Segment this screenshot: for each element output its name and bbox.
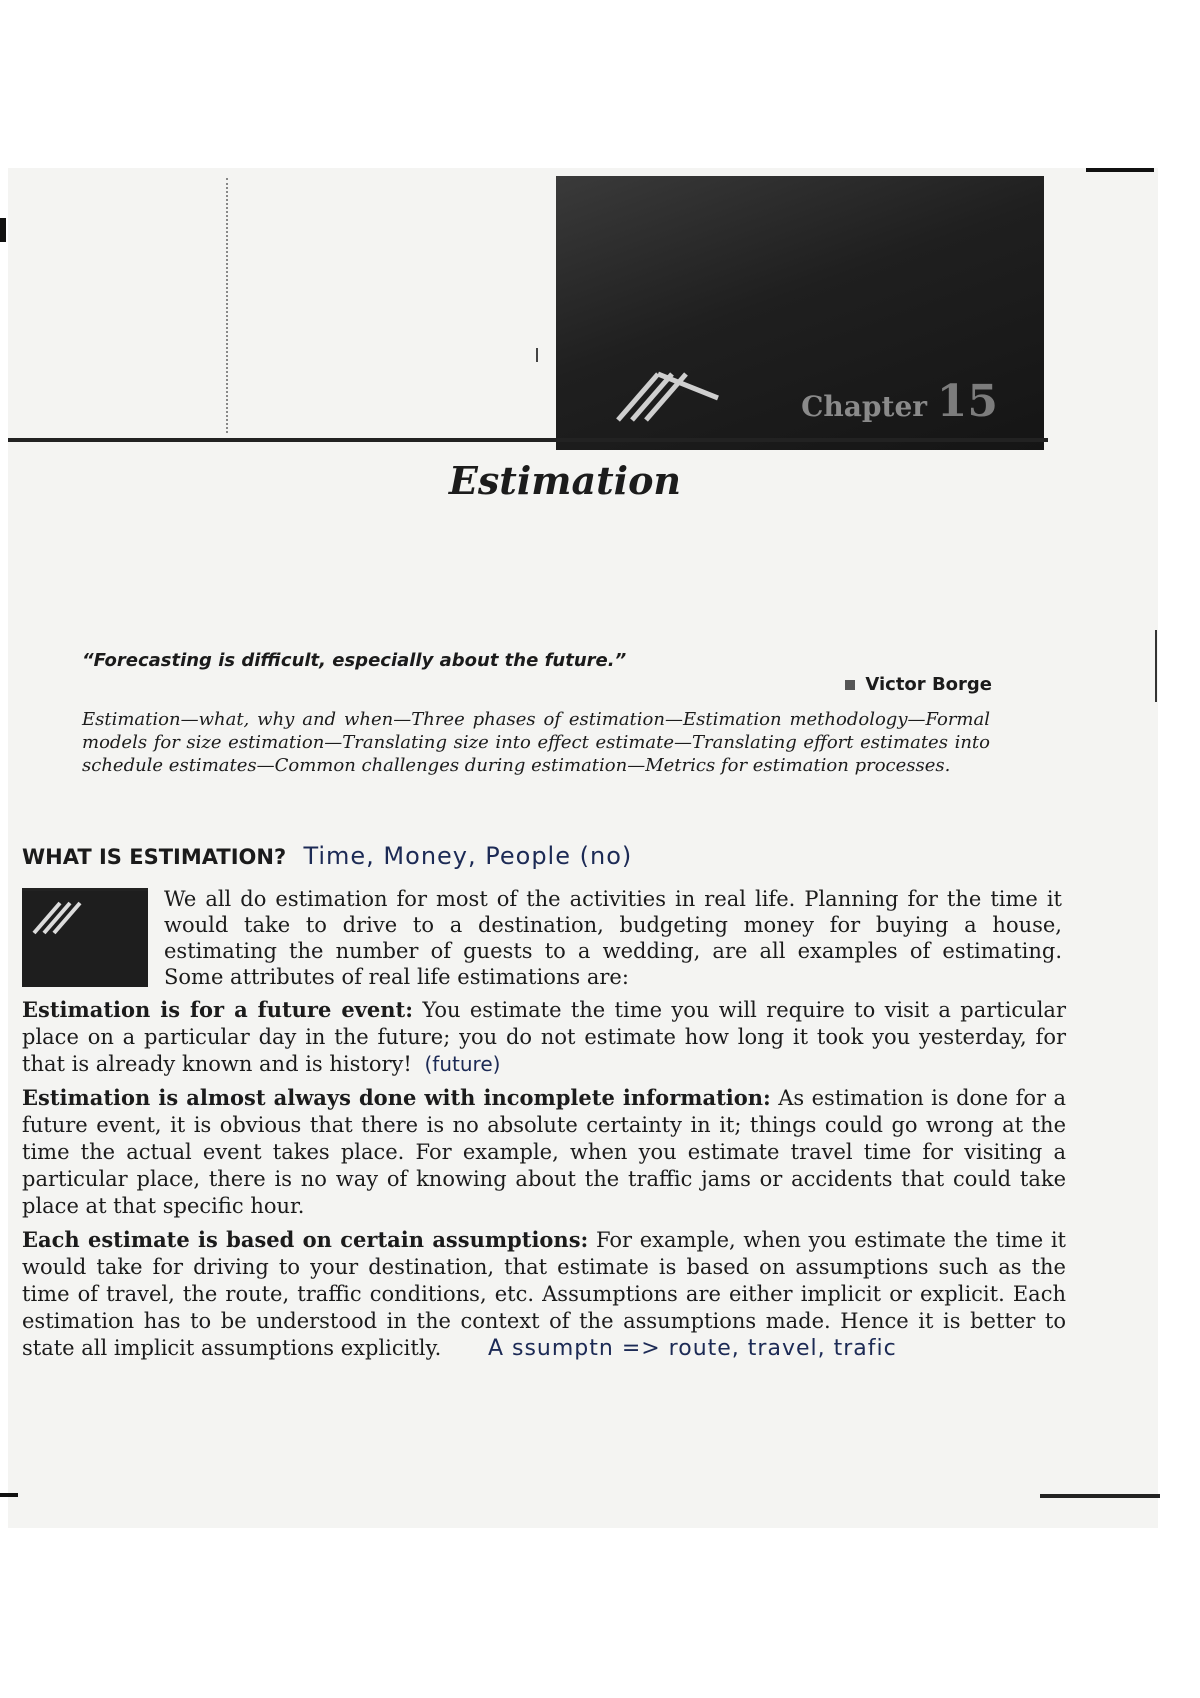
stripes-icon	[614, 364, 724, 424]
attribute-paragraph	[22, 1226, 1066, 1362]
section-icon-box	[22, 888, 148, 987]
attribute-lead: Estimation is almost always done with incomplete information:	[22, 1085, 771, 1110]
epigraph-author	[845, 674, 992, 695]
author-name: Victor Borge	[865, 674, 992, 695]
chapter-label	[801, 376, 998, 427]
square-bullet-icon	[845, 680, 855, 690]
attribute-lead: Estimation is for a future event:	[22, 997, 413, 1022]
chapter-banner	[556, 176, 1044, 450]
dotted-divider	[226, 178, 228, 433]
handwritten-note: Time, Money, People (no)	[303, 842, 633, 870]
tick-mark	[536, 348, 538, 362]
scan-edge-mark	[1086, 168, 1154, 172]
scan-edge-mark	[1155, 630, 1157, 702]
attribute-text: For example, when you estimate the time it would take for driving to your destination, that estimate is based on assumptions such as the time of travel, the route, traffic conditions, etc. Assumptions are either implicit or explicit. Each estimation has to be understood in the context of the assumptions made. Hence it is better to state all implicit assumptions explicitly.	[22, 1228, 1067, 1360]
chapter-number: 15	[936, 376, 998, 427]
handwritten-note: A ssumptn => route, travel, trafic	[487, 1336, 897, 1361]
scan-edge-mark	[1040, 1494, 1160, 1498]
header-rule	[8, 438, 1048, 442]
page-title: Estimation	[448, 458, 682, 503]
section-heading	[22, 842, 632, 870]
attribute-text: You estimate the time you will require to visit a particular place on a particular day in the future; you do not estimate how long it took you yesterday, for that is already known and is history!	[22, 998, 1066, 1076]
scan-edge-mark	[0, 218, 6, 242]
chapter-word: Chapter	[801, 390, 928, 423]
attribute-paragraph	[22, 1084, 1066, 1220]
intro-paragraph: We all do estimation for most of the activities in real life. Planning for the time it would take to drive to a destination, budgeting money for buying a house, estimating the number of guests to a wedding, are all examples of estimating. Some attributes of real life estimations are:	[164, 887, 1062, 989]
stripes-icon	[30, 897, 100, 937]
chapter-outline: Estimation—what, why and when—Three phases of estimation—Estimation methodology—Formal models for size estimation—Translating size into effect estimate—Translating effort estimates into schedule estimates—Common challenges during estimation—Metrics for estimation processes.	[82, 709, 990, 776]
scan-edge-mark	[0, 1493, 18, 1497]
attribute-lead: Each estimate is based on certain assumptions:	[22, 1227, 589, 1252]
attribute-paragraph	[22, 996, 1066, 1078]
epigraph-quote: “Forecasting is difficult, especially about the future.”	[82, 650, 627, 671]
section-heading-text: WHAT IS ESTIMATION?	[22, 845, 287, 869]
handwritten-note: (future)	[424, 1052, 501, 1076]
attribute-text: As estimation is done for a future event, it is obvious that there is no absolute certainty in it; things could go wrong at the time the actual event takes place. For example, when you estimate travel time for visiting a particular place, there is no way of knowing about the traffic jams or accidents that could take place at that specific hour.	[22, 1086, 1066, 1218]
